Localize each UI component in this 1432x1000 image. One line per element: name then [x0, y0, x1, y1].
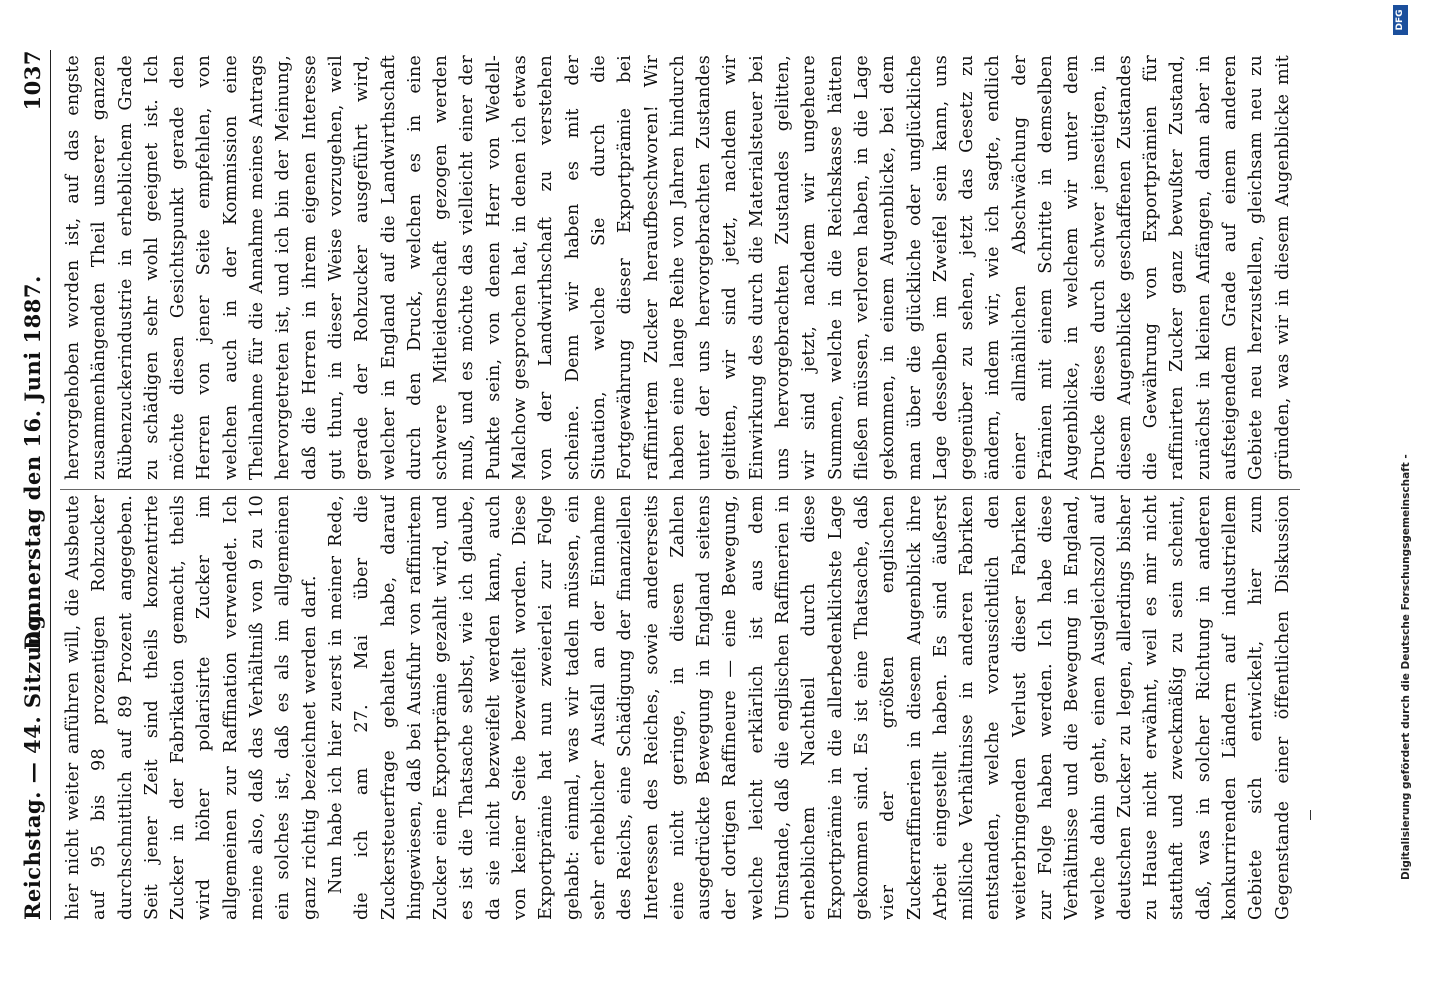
text-column-right — [60, 55, 1300, 480]
paragraph — [323, 495, 1300, 920]
header-date: Donnerstag den 16. Juni 1887. — [20, 275, 45, 650]
header-left-title: Reichstag. — 44. Sitzung. — [20, 606, 45, 920]
scan-mark — [1310, 810, 1311, 820]
paragraph-text: hier nicht weiter anführen will, die Ausbeute auf 95 bis 98 prozentigen Rohzucker durchschnittlich auf 89 Prozent angegeben. Seit jener Zeit sind theils konzentrirte Zucker in der Fabrikation gemacht, theils wird höher polarisirte Zucker im allgemeinen zur Raffination verwendet. Ich meine also, daß das Verhältniß von 9 zu 10 ein solches ist, daß es als im allgemeinen ganz richtig bezeichnet werden darf. — [63, 495, 320, 920]
paragraph — [60, 55, 1300, 480]
page-header — [16, 50, 51, 920]
paragraph-text: Nun habe ich hier zuerst in meiner Rede, die ich am 27. Mai über die Zuckersteuerfrage gehalten habe, darauf hingewiesen, daß bei Ausfuhr von raffinirtem Zucker eine Exportprämie gezahlt wird, und es ist die Thatsache selbst, wie ich glaube, da sie nicht bezweifelt werden kann, auch von keiner Seite bezweifelt worden. Diese Exportprämie hat nun zweierlei zur Folge gehabt: einmal, was wir tadeln müssen, ein sehr erheblicher Ausfall an der Einnahme des Reichs, eine Schädigung der finanziellen Interessen des Reiches, sowie andererseits eine nicht geringe, in diesen Zahlen ausgedrückte Bewegung in England seitens der dortigen Raffineure — eine Bewegung, welche leicht erklärlich ist aus dem Umstande, daß die englischen Raffinerien in erheblichem Nachtheil durch diese Exportprämie in die allerbedenklichste Lage gekommen sind. Es ist eine Thatsache, daß vier der größten englischen Zuckerraffinerien in diesem Augenblick ihre Arbeit eingestellt haben. Es sind äußerst mißliche Verhältnisse in anderen Fabriken entstanden, welche voraussichtlich den weiterbringenden Verlust dieser Fabriken zur Folge haben werden. Ich habe diese Verhältnisse und die Bewegung in England, welche dahin geht, einen Ausgleichszoll auf deutschen Zucker zu legen, allerdings bisher zu Hause nicht erwähnt, weil es mir nicht statthaft und zweckmäßig zu sein scheint, daß, was in solcher Richtung in anderen konkurrirenden Ländern auf industriellem Gebiete sich entwickelt, hier zum Gegenstande einer öffentlichen Diskussion — [325, 495, 1293, 920]
dfg-logo: DFG — [1393, 5, 1408, 35]
digitization-credit: Digitalisierung gefördert durch die Deutsche Forschungsgemeinschaft - — [1400, 454, 1412, 880]
paragraph — [60, 495, 323, 920]
column-divider — [60, 489, 1300, 490]
text-column-left — [60, 495, 1300, 920]
paragraph-text: hervorgehoben worden ist, auf das engste zusammenhängenden Theil unserer ganzen Rübenzuckerindustrie in erheblichem Grade zu schädigen sehr wohl geeignet ist. Ich möchte diesen Gesichtspunkt gerade den Herren von jener Seite empfehlen, von welchen auch in der Kommission eine Theilnahme für die Annahme meines Antrags hervorgetreten ist, und ich bin der Meinung, daß die Herren in ihrem eigenen Interesse gut thun, in dieser Weise vorzugehen, weil gerade der Rohzucker ausgeführt wird, welcher in England auf die Landwirthschaft durch den Druck, welchen es in eine schwere Mitleidenschaft gezogen werden muß, und es möchte das vielleicht einer der Punkte sein, von denen Herr von Wedell-Malchow gesprochen hat, in denen ich etwas von der Landwirthschaft zu verstehen scheine. Denn wir haben es mit der Situation, welche Sie durch die Fortgewährung dieser Exportprämie bei raffinirtem Zucker heraufbeschworen! Wir haben eine lange Reihe von Jahren hindurch unter der uns hervorgebrachten Zustandes gelitten, wir sind jetzt, nachdem wir Einwirkung des durch die Materialsteuer bei uns hervorgebrachten Zustandes gelitten, wir sind jetzt, nachdem wir ungeheure Summen, welche in die Reichskasse hätten fließen müssen, verloren haben, in die Lage gekommen, in einem Augenblicke, bei dem man über die glückliche oder unglückliche Lage desselben im Zweifel sein kann, uns gegenüber zu sehen, jetzt das Gesetz zu ändern, indem wir, wie ich sagte, endlich einer allmählichen Abschwächung der Prämien mit einem Schritte in demselben Augenblicke, in welchem wir unter dem Drucke dieses durch schwer jenseitigen, in diesem Augenblicke geschaffenen Zustandes die Gewährung von Exportprämien für raffinirten Zucker ganz bewußter Zustand, zunächst in kleinen Anfängen, dann aber in aufsteigendem Grade auf einem anderen Gebiete neu herzustellen, gleichsam neu zu gründen, was wir in diesem Augenblicke mit — [63, 55, 1293, 480]
page-number: 1037 — [20, 50, 45, 111]
